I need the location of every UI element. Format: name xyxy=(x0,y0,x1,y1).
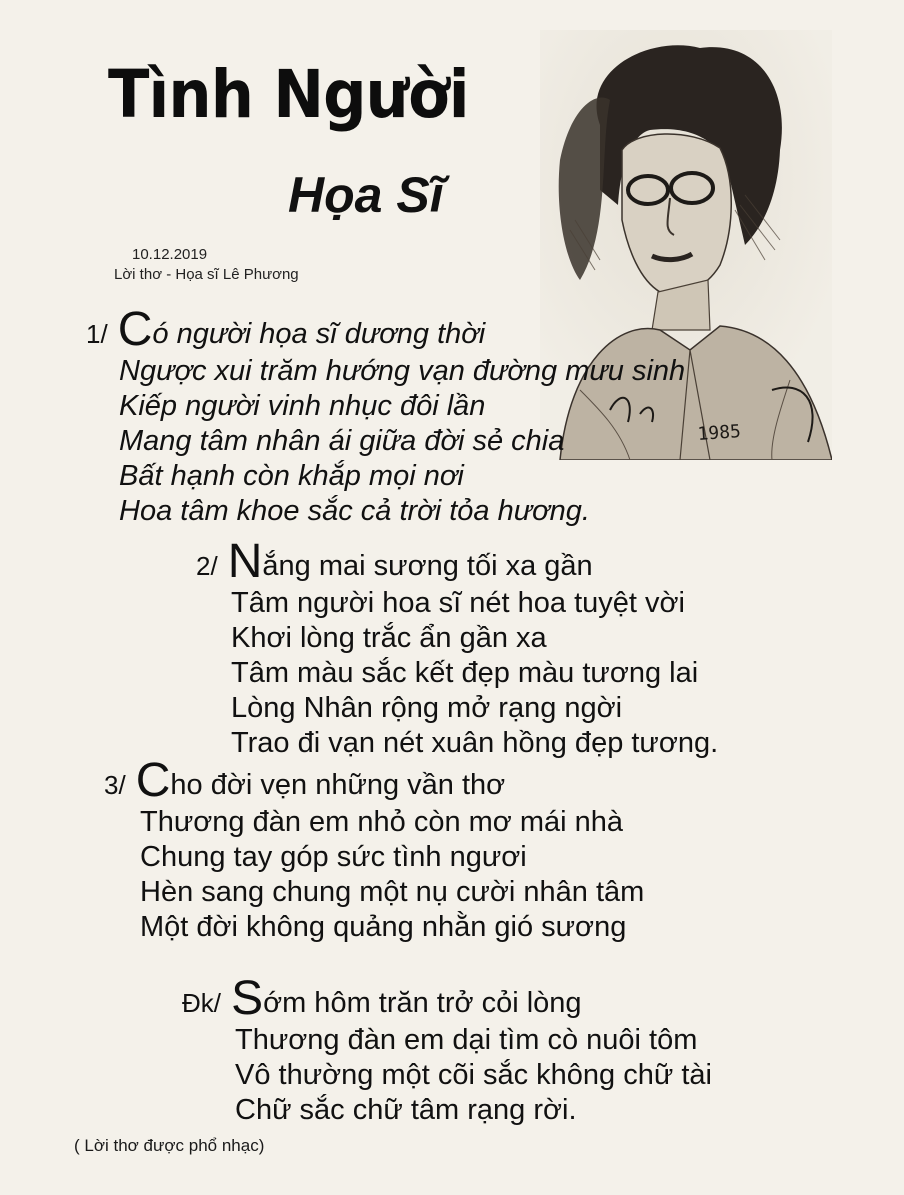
verse-line: Mang tâm nhân ái giữa đời sẻ chia xyxy=(119,425,565,457)
first-line-text: ho đời vẹn những vần thơ xyxy=(170,769,506,801)
verse-line: Thương đàn em dại tìm cò nuôi tôm xyxy=(235,1024,698,1056)
verse-line: Lòng Nhân rộng mở rạng ngời xyxy=(231,692,623,724)
stanza-number: 3/ xyxy=(104,770,126,800)
verse-line: Khơi lòng trắc ẩn gần xa xyxy=(231,622,547,654)
drop-initial: S xyxy=(231,972,264,1025)
stanza-first-line xyxy=(86,303,685,356)
refrain-label: Đk/ xyxy=(182,988,221,1018)
poem-title: Tình Người xyxy=(108,56,469,133)
verse-line: Tâm màu sắc kết đẹp màu tương lai xyxy=(231,657,699,689)
verse-line: Vô thường một cõi sắc không chữ tài xyxy=(235,1059,712,1091)
first-line-text: ắng mai sương tối xa gần xyxy=(262,550,593,582)
verse-line: Trao đi vạn nét xuân hồng đẹp tương. xyxy=(231,727,719,759)
verse-line: Thương đàn em nhỏ còn mơ mái nhà xyxy=(140,806,624,838)
verse-line: Hèn sang chung một nụ cười nhân tâm xyxy=(140,876,645,908)
verse-line: Kiếp người vinh nhục đôi lần xyxy=(119,390,486,422)
drop-initial: C xyxy=(135,754,171,807)
verse-line: Một đời không quảng nhằn gió sương xyxy=(140,911,627,943)
verse-line: Chữ sắc chữ tâm rạng rời. xyxy=(235,1094,577,1126)
poem-date: 10.12.2019 xyxy=(132,246,208,263)
verse-line: Bất hạnh còn khắp mọi nơi xyxy=(119,460,464,492)
verse-line: Hoa tâm khoe sắc cả trời tỏa hương. xyxy=(119,495,590,527)
stanza-2 xyxy=(196,535,719,761)
drop-initial: N xyxy=(227,535,263,588)
stanza-first-line xyxy=(104,754,644,807)
stanza-number: 2/ xyxy=(196,551,218,581)
verse-line: Ngược xui trăm hướng vạn đường mưu sinh xyxy=(119,355,686,387)
stanza-first-line xyxy=(182,972,712,1025)
signature-year: 1985 xyxy=(696,421,742,445)
verse-line: Tâm người hoa sĩ nét hoa tuyệt vời xyxy=(231,587,686,619)
verse-line: Chung tay góp sức tình ngươi xyxy=(140,841,527,873)
drop-initial: C xyxy=(117,303,153,356)
poem-byline: Lời thơ - Họa sĩ Lê Phương xyxy=(114,266,299,283)
stanza-3 xyxy=(104,754,645,945)
stanza-number: 1/ xyxy=(86,319,108,349)
stanza-1 xyxy=(86,303,686,529)
footnote: ( Lời thơ được phổ nhạc) xyxy=(74,1136,265,1155)
poem-subtitle: Họa Sĩ xyxy=(288,167,444,223)
first-line-text: ó người họa sĩ dương thời xyxy=(152,318,486,350)
stanza-first-line xyxy=(196,535,718,588)
first-line-text: ớm hôm trăn trở cỏi lòng xyxy=(263,987,582,1019)
refrain xyxy=(182,972,712,1128)
